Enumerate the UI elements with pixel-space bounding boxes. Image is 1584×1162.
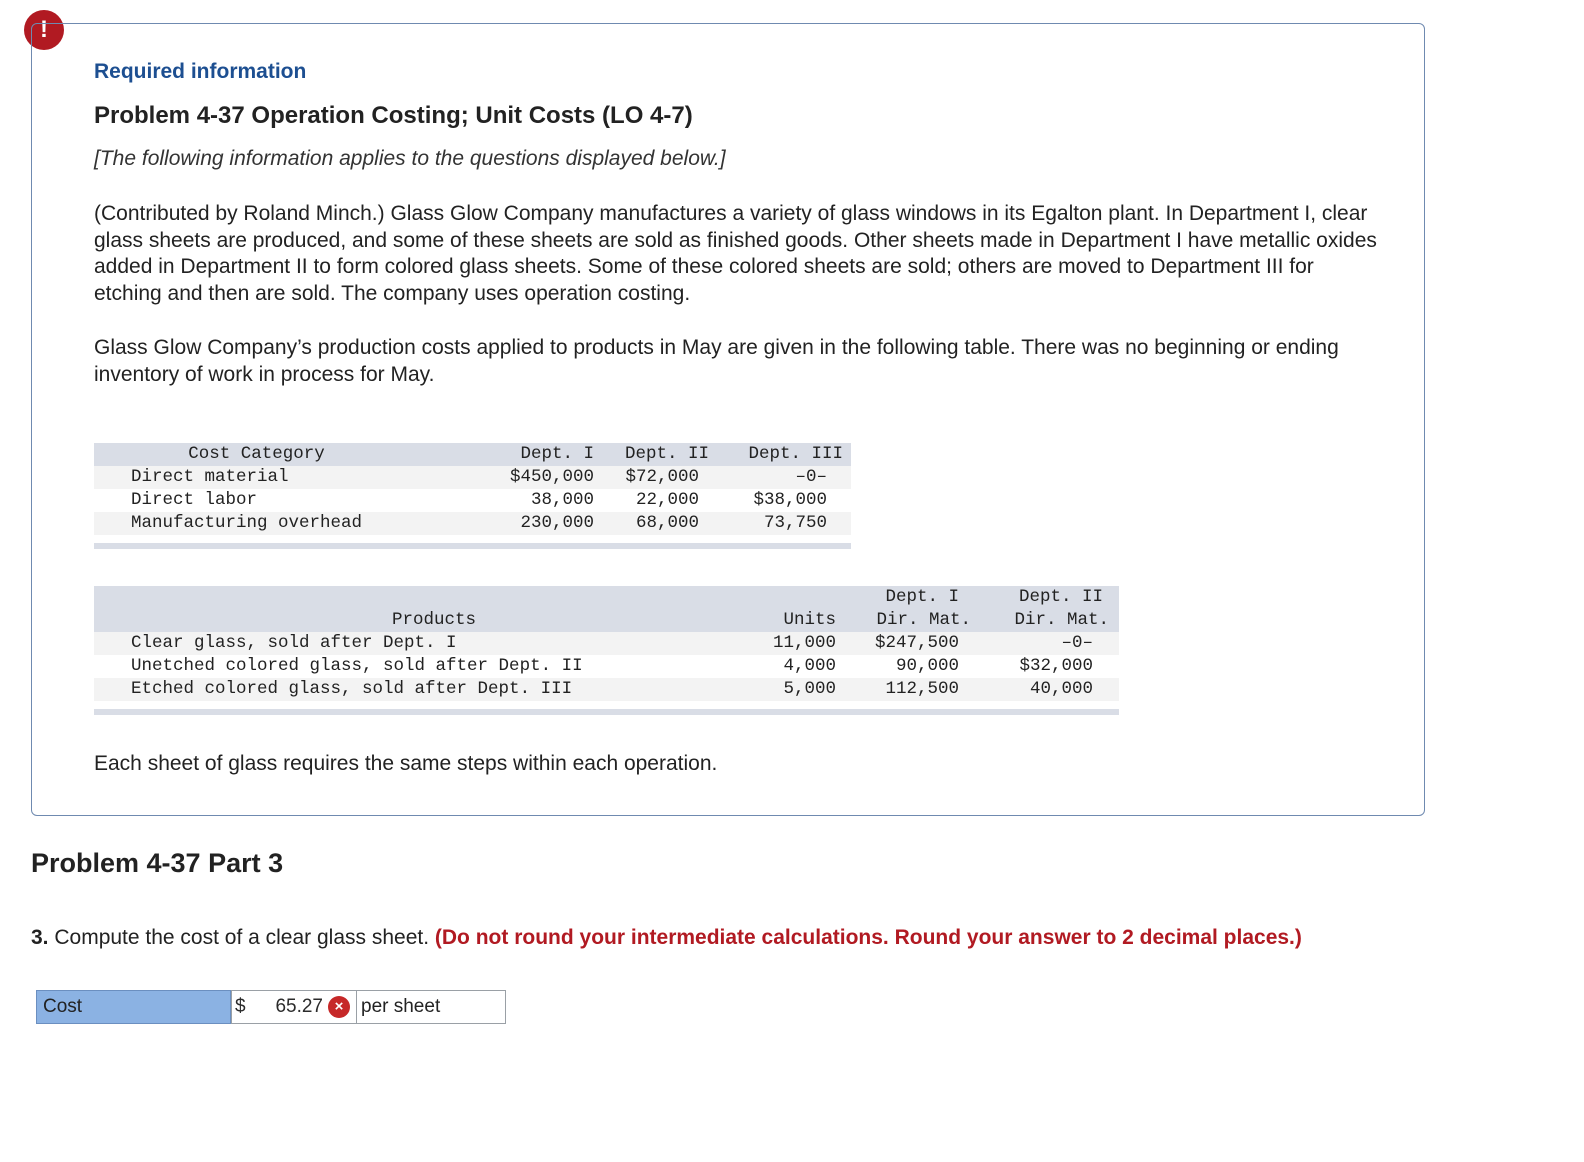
cell: $247,500 — [874, 633, 959, 653]
table-row — [94, 512, 851, 535]
header-products: Products — [391, 610, 476, 630]
cost-table-header — [94, 443, 851, 466]
cell: 11,000 — [772, 633, 836, 653]
header-dept-2-top: Dept. II — [1018, 587, 1103, 607]
table-row — [94, 632, 1119, 655]
products-table — [94, 586, 1119, 701]
table-row — [94, 678, 1119, 701]
cell: 73,750 — [763, 513, 827, 533]
incorrect-icon: × — [328, 996, 350, 1018]
products-table-header — [94, 609, 1119, 632]
rounding-instruction: (Do not round your intermediate calculations. Round your answer to 2 decimal places.) — [434, 926, 1302, 949]
applies-note: [The following information applies to the questions displayed below.] — [94, 147, 726, 170]
table-divider — [94, 543, 851, 549]
part-title: Problem 4-37 Part 3 — [31, 848, 284, 878]
header-dept-3: Dept. III — [748, 444, 843, 464]
cost-table — [94, 443, 851, 535]
cell: 90,000 — [895, 656, 959, 676]
table-row — [94, 466, 851, 489]
alert-icon: ! — [24, 10, 64, 50]
cell: 68,000 — [635, 513, 699, 533]
unit-label: per sheet — [356, 990, 506, 1024]
currency-symbol: $ — [235, 996, 246, 1017]
table-row — [94, 489, 851, 512]
header-cost-category: Cost Category — [188, 444, 325, 464]
cell: –0– — [1061, 633, 1093, 653]
question — [31, 926, 1302, 950]
cell: 112,500 — [885, 679, 959, 699]
header-dept-1: Dept. I — [520, 444, 594, 464]
cost-input[interactable] — [231, 990, 356, 1024]
cell: 5,000 — [783, 679, 836, 699]
description-paragraph: (Contributed by Roland Minch.) Glass Glow Company manufactures a variety of glass windows in its Egalton plant. In Department I, clear glass sheets are produced, and some of these sheets are sold as finished goods. Other sheets made in Department I have metallic oxides added in Department II to form colored glass sheets. Some of these colored sheets are sold; others are moved to Department III for etching and then are sold. The company uses operation costing. — [94, 202, 1377, 306]
required-info-heading: Required information — [94, 60, 307, 83]
cell: 38,000 — [530, 490, 594, 510]
header-blank — [94, 586, 749, 609]
header-dept-2: Dept. II — [624, 444, 709, 464]
answer-row — [36, 990, 506, 1024]
row-label: Unetched colored glass, sold after Dept. II — [131, 656, 583, 676]
table-row — [94, 655, 1119, 678]
steps-paragraph: Each sheet of glass requires the same steps within each operation. — [94, 752, 718, 775]
header-blank — [749, 586, 836, 609]
answer-value[interactable]: 65.27 — [275, 996, 323, 1017]
costs-intro-paragraph: Glass Glow Company’s production costs applied to products in May are given in the following table. There was no beginning or ending inventory of work in process for May. — [94, 336, 1339, 386]
row-label: Etched colored glass, sold after Dept. III — [131, 679, 573, 699]
cell: $72,000 — [625, 467, 699, 487]
cell: –0– — [795, 467, 827, 487]
cell: 40,000 — [1029, 679, 1093, 699]
header-dept-1-top: Dept. I — [885, 587, 959, 607]
products-table-header-top — [94, 586, 1119, 609]
cell: $32,000 — [1019, 656, 1093, 676]
header-dir-mat-1: Dir. Mat. — [876, 610, 971, 630]
question-number: 3. — [31, 926, 49, 949]
row-label: Clear glass, sold after Dept. I — [131, 633, 457, 653]
problem-title: Problem 4-37 Operation Costing; Unit Costs (LO 4-7) — [94, 102, 693, 129]
answer-label: Cost — [36, 990, 231, 1024]
row-label: Direct labor — [131, 490, 258, 510]
cell: $450,000 — [509, 467, 594, 487]
header-units: Units — [783, 610, 836, 630]
cell: 230,000 — [520, 513, 594, 533]
cell: 22,000 — [635, 490, 699, 510]
header-dir-mat-2: Dir. Mat. — [1014, 610, 1109, 630]
cell: $38,000 — [753, 490, 827, 510]
cell: 4,000 — [783, 656, 836, 676]
question-text: Compute the cost of a clear glass sheet. — [48, 926, 435, 949]
row-label: Manufacturing overhead — [131, 513, 363, 533]
table-divider — [94, 709, 1119, 715]
row-label: Direct material — [131, 467, 289, 487]
